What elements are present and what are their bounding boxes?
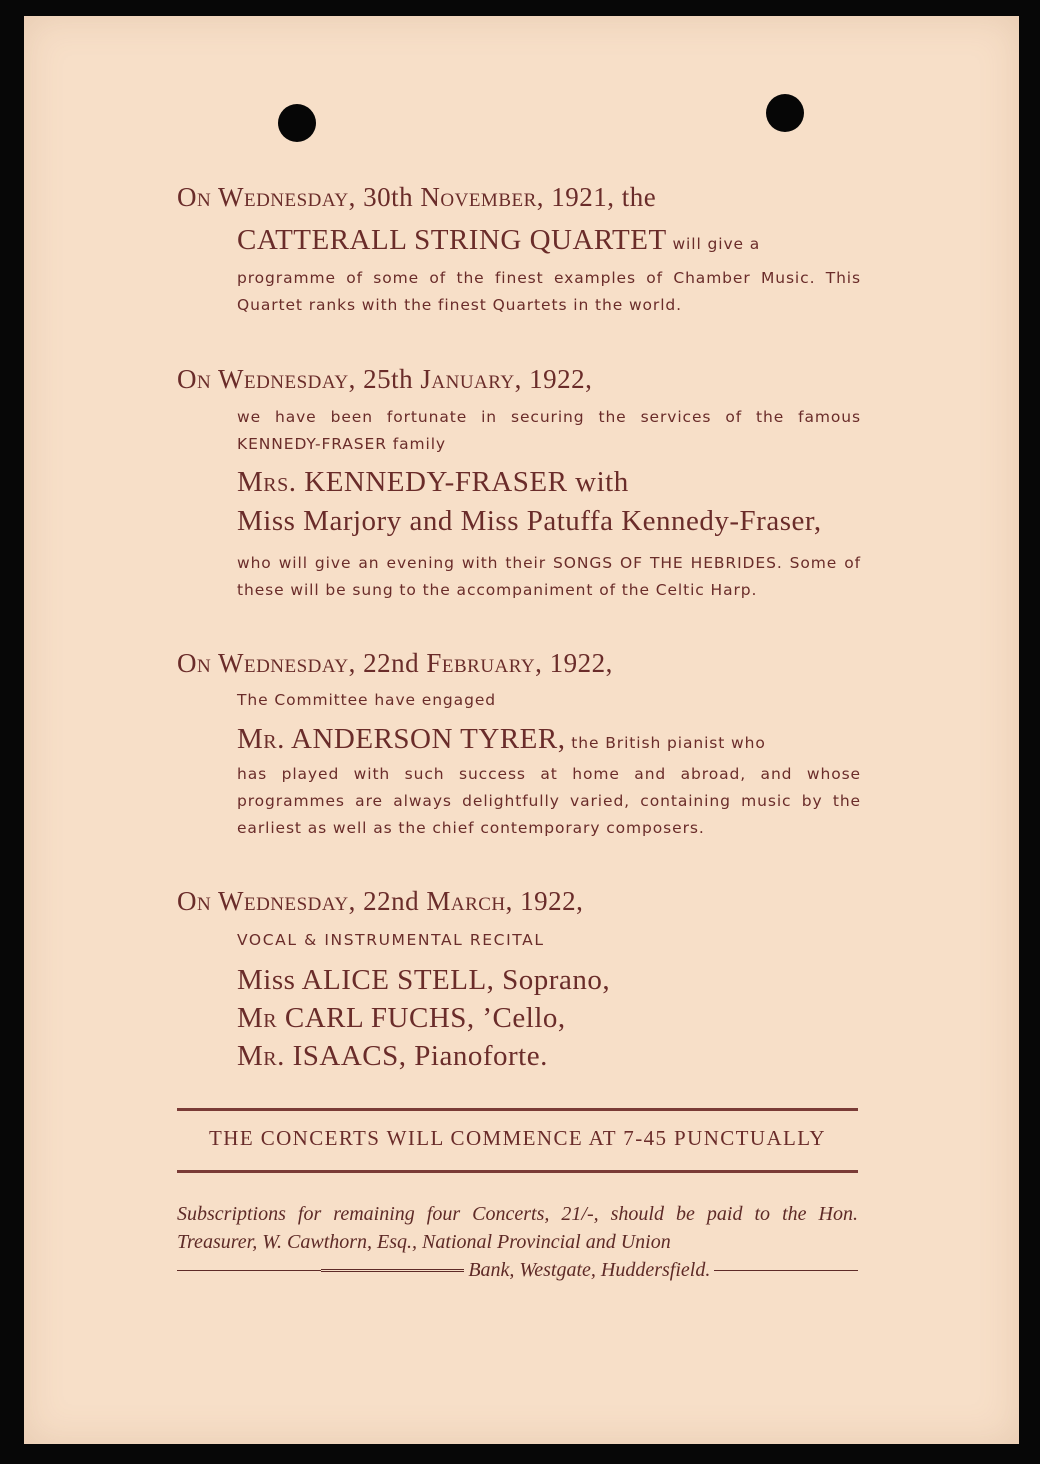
- concert3-performer-tail: the British pianist who: [565, 734, 766, 752]
- concert4-date: 22nd: [363, 886, 420, 916]
- punch-hole-right: [766, 94, 804, 132]
- subscriptions-address: Bank, Westgate, Huddersfield.: [468, 1258, 711, 1281]
- double-rule-left: [321, 1269, 465, 1272]
- concert1-heading: [177, 182, 656, 213]
- concert1-year: 1921, the: [551, 182, 657, 212]
- divider-bottom: [177, 1170, 858, 1173]
- concert4-intro: VOCAL & INSTRUMENTAL RECITAL: [237, 931, 545, 949]
- concert4-year: 1922,: [520, 886, 584, 916]
- concert4-performer3: [237, 1040, 548, 1073]
- concert2-year: 1922,: [529, 364, 593, 394]
- concert4-performer2-name: CARL FUCHS, ’Cello,: [277, 1002, 566, 1034]
- concert3-performer-title: Mr.: [237, 723, 285, 755]
- concert4-month: March,: [419, 886, 521, 916]
- concert3-performer: ANDERSON TYRER,: [284, 723, 566, 755]
- concert3-intro: The Committee have engaged: [237, 691, 496, 709]
- concert3-year: 1922,: [549, 648, 613, 678]
- concert2-intro: we have been fortunate in securing the services of the famous KENNEDY-FRASER family: [237, 408, 861, 453]
- dash-rule-right: [714, 1270, 858, 1271]
- concert2-month: January,: [413, 364, 530, 394]
- programme-sheet: [24, 16, 1019, 1444]
- concert3-heading: [177, 648, 613, 679]
- subscriptions-last-line: [177, 1256, 858, 1284]
- concert1-performer-tail: will give a: [666, 235, 761, 253]
- concert4-performer3-title: Mr.: [237, 1040, 285, 1072]
- concert3-performer-line: [237, 723, 766, 756]
- concert3-month: February,: [419, 648, 550, 678]
- concert1-performer-line: [237, 224, 760, 257]
- concert3-day: On Wednesday,: [177, 648, 364, 678]
- concert1-performer: CATTERALL STRING QUARTET: [237, 224, 667, 256]
- concert1-month: November,: [413, 182, 552, 212]
- concert1-date: 30th: [363, 182, 414, 212]
- divider-top: [177, 1108, 858, 1111]
- concert3-description: has played with such success at home and abroad, and whose programmes are always delightfully varied, containing music by the earliest as well as the chief contemporary composers.: [237, 765, 861, 837]
- concert4-performer3-name: ISAACS, Pianoforte.: [284, 1040, 548, 1072]
- commence-notice: THE CONCERTS WILL COMMENCE AT 7-45 PUNCTUALLY: [209, 1126, 826, 1150]
- concert2-performer-name: KENNEDY-FRASER with: [296, 466, 629, 498]
- concert2-performer-title: Mrs.: [237, 466, 297, 498]
- concert2-description: who will give an evening with their SONGS OF THE HEBRIDES. Some of these will be sung to the accompaniment of the Celtic Harp.: [237, 554, 861, 599]
- concert2-performer-line1: [237, 466, 629, 499]
- concert2-heading: [177, 364, 592, 395]
- dash-rule-left: [177, 1270, 321, 1271]
- concert4-performer2: [237, 1002, 566, 1035]
- concert4-performer2-title: Mr: [237, 1002, 278, 1034]
- punch-hole-left: [278, 104, 316, 142]
- concert2-day: On Wednesday,: [177, 364, 364, 394]
- concert1-description: programme of some of the finest examples of Chamber Music. This Quartet ranks with the finest Quartets in the world.: [237, 269, 861, 314]
- concert3-date: 22nd: [363, 648, 420, 678]
- concert4-day: On Wednesday,: [177, 886, 364, 916]
- concert4-performer1: Miss ALICE STELL, Soprano,: [237, 964, 611, 996]
- concert4-heading: [177, 886, 583, 917]
- concert2-performer-line2: Miss Marjory and Miss Patuffa Kennedy-Fraser,: [237, 505, 822, 537]
- concert1-day: On Wednesday,: [177, 182, 364, 212]
- concert2-date: 25th: [363, 364, 414, 394]
- subscriptions-text: Subscriptions for remaining four Concerts, 21/-, should be paid to the Hon. Treasurer, W. Cawthorn, Esq., National Provincial and Union: [177, 1203, 858, 1253]
